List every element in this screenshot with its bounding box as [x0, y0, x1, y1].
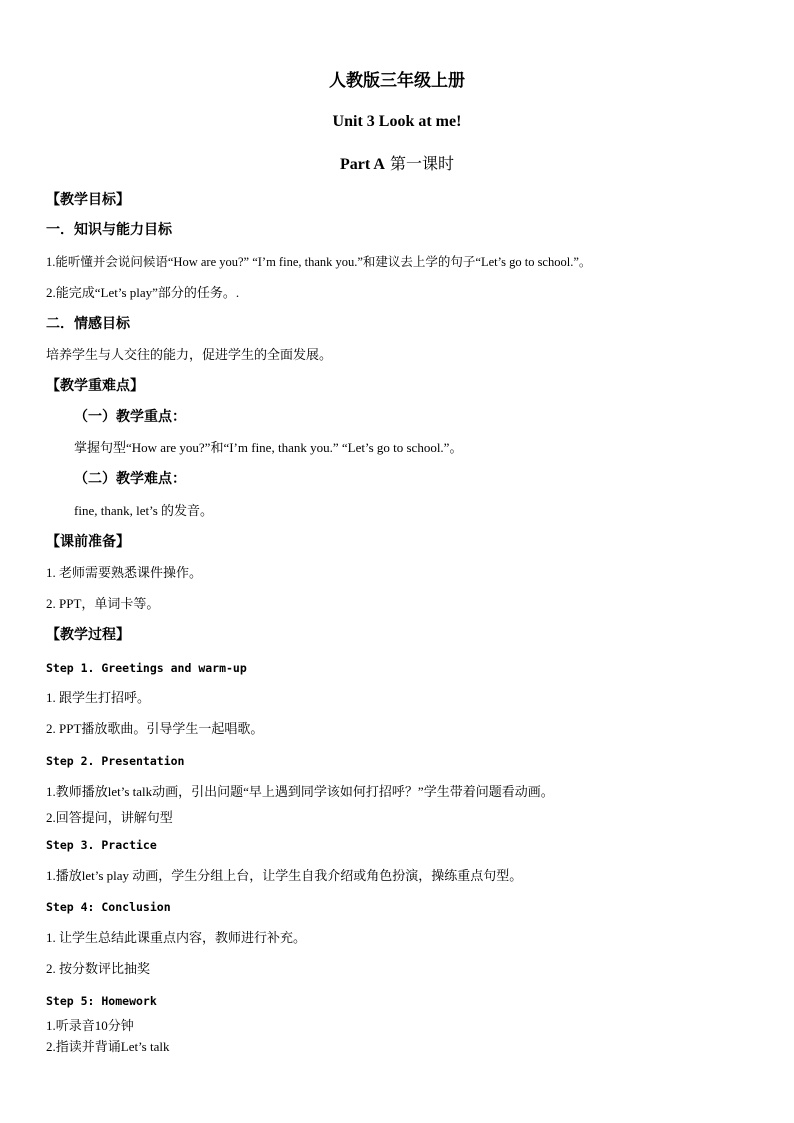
- step-2-line-1: 1.教师播放let’s talk动画，引出问题“早上遇到同学该如何打招呼？”学生带着问题看动画。: [46, 784, 554, 799]
- section-heading-process: 【教学过程】: [46, 627, 130, 643]
- step-2-title: Step 2. Presentation: [46, 754, 185, 768]
- document-title: 人教版三年级上册: [329, 71, 465, 91]
- step-1-title: Step 1. Greetings and warm-up: [46, 661, 247, 675]
- subheading-emotion: 二．情感目标: [46, 316, 130, 332]
- section-heading-keypoints: 【教学重难点】: [46, 378, 144, 394]
- step-5-line-2: 2.指读并背诵Let’s talk: [46, 1039, 170, 1054]
- step-1-line-1: 1. 跟学生打招呼。: [46, 690, 151, 705]
- part-title: [0, 154, 794, 175]
- step-3-line-1: 1.播放let’s play 动画，学生分组上台，让学生自我介绍或角色扮演，操练重点句型。: [46, 868, 523, 883]
- step-1-line-2: 2. PPT播放歌曲。引导学生一起唱歌。: [46, 721, 264, 736]
- focus-text: 掌握句型“How are you?”和“I’m fine, thank you.” “Let’s go to school.”。: [74, 440, 463, 455]
- emotion-line-1: 培养学生与人交往的能力，促进学生的全面发展。: [46, 347, 333, 362]
- step-5-title: Step 5: Homework: [46, 994, 157, 1008]
- objective-line-2: 2.能完成“Let’s play”部分的任务。.: [46, 285, 240, 300]
- step-3-title: Step 3. Practice: [46, 838, 157, 852]
- subheading-knowledge: 一．知识与能力目标: [46, 222, 172, 238]
- prep-line-2: 2. PPT，单词卡等。: [46, 596, 160, 611]
- section-heading-prep: 【课前准备】: [46, 534, 130, 550]
- step-4-line-1: 1. 让学生总结此课重点内容，教师进行补充。: [46, 930, 307, 945]
- objective-line-1: 1.能听懂并会说问候语“How are you?” “I’m fine, thank you.”和建议去上学的句子“Let’s go to school.”。: [46, 255, 592, 269]
- part-label-en: Part A: [340, 156, 385, 173]
- unit-title: Unit 3 Look at me!: [332, 113, 462, 130]
- difficult-text: fine, thank, let’s 的发音。: [74, 503, 214, 518]
- part-label-cn: 第一课时: [384, 154, 454, 173]
- prep-line-1: 1. 老师需要熟悉课件操作。: [46, 565, 203, 580]
- section-heading-objectives: 【教学目标】: [46, 192, 130, 208]
- step-4-title: Step 4: Conclusion: [46, 900, 171, 914]
- subheading-difficult: （二）教学难点：: [74, 471, 186, 487]
- step-2-line-2: 2.回答提问，讲解句型: [46, 810, 173, 825]
- step-5-line-1: 1.听录音10分钟: [46, 1018, 134, 1033]
- subheading-focus: （一）教学重点：: [74, 409, 186, 425]
- step-4-line-2: 2. 按分数评比抽奖: [46, 961, 151, 976]
